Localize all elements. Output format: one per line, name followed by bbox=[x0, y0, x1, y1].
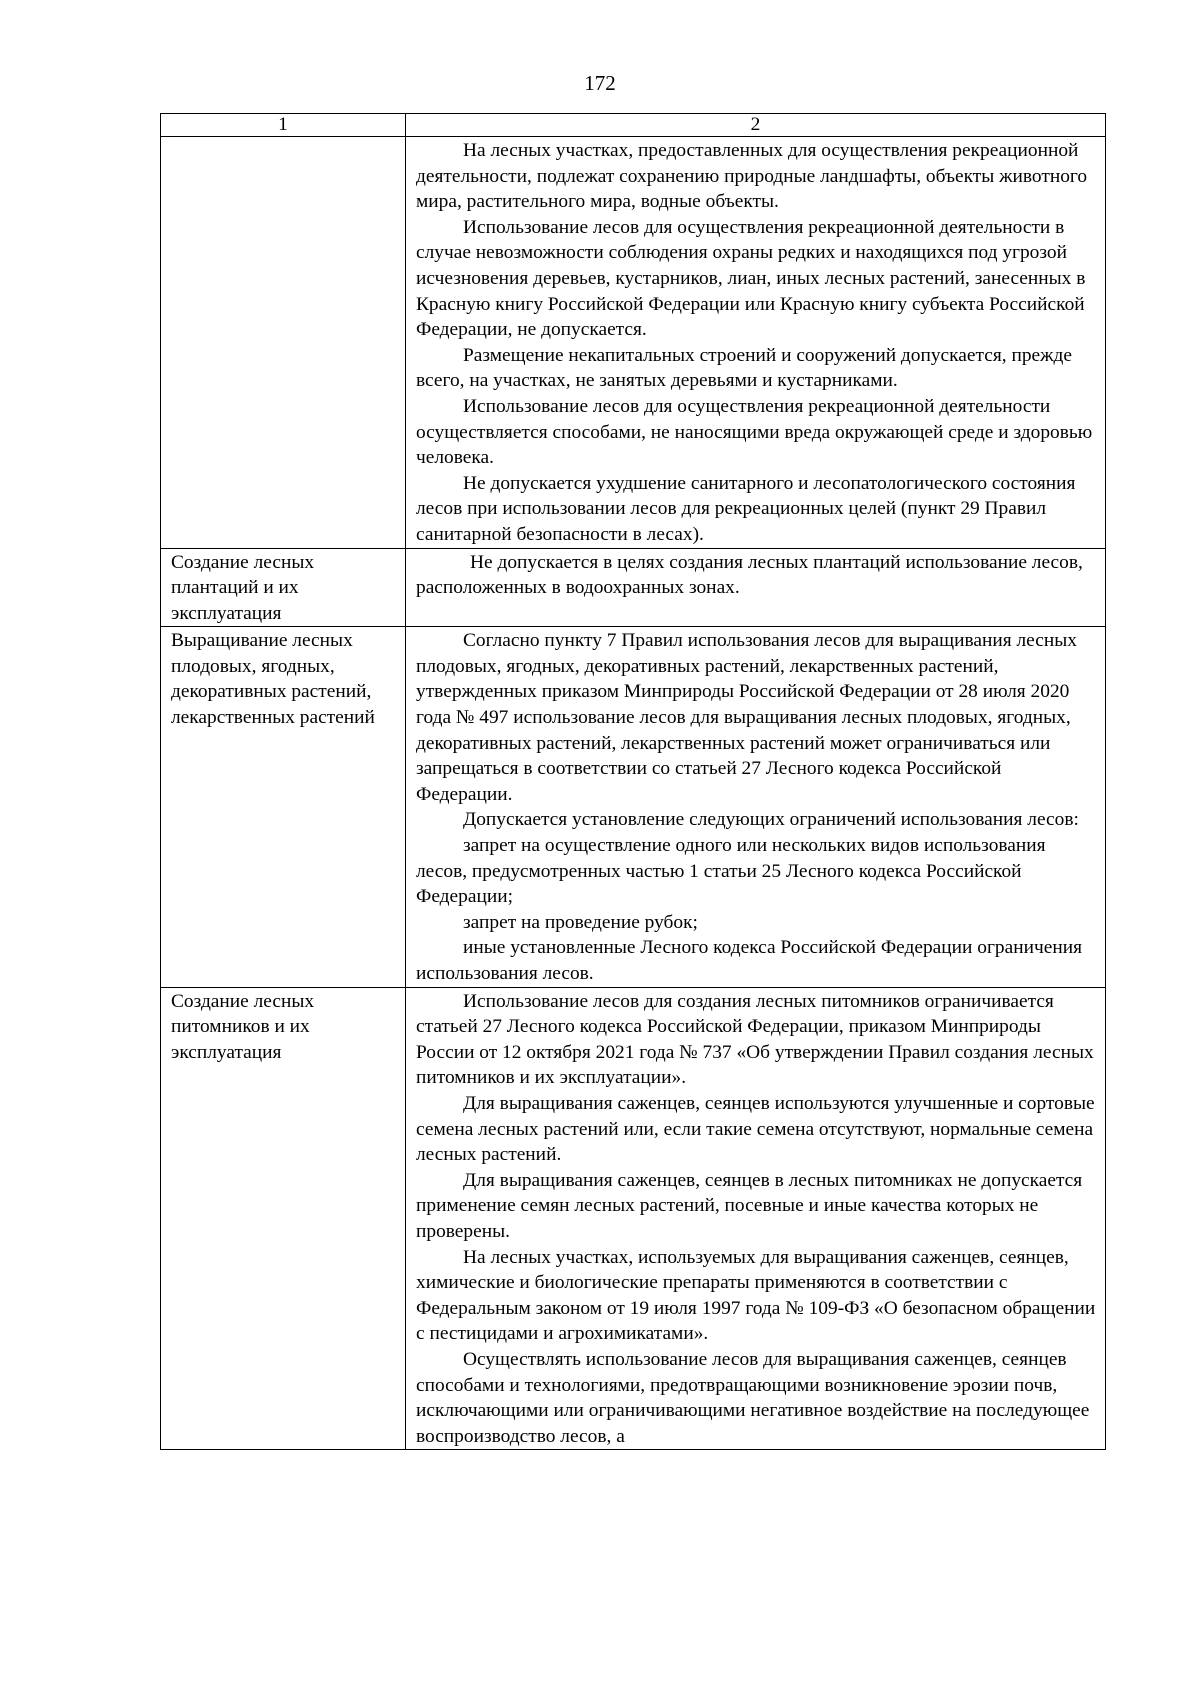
paragraph: Использование лесов для осуществления рекреационной деятельности в случае невозможности соблюдения охраны редких и находящихся под угрозой исчезновения деревьев, кустарников, лиан, иных лесных растений, занесенных в Красную книгу Российской Федерации или Красную книгу субъекта Российской Федерации, не допускается. bbox=[416, 216, 1086, 341]
table-row-nurseries bbox=[161, 987, 1106, 1450]
paragraph: иные установленные Лесного кодекса Российской Федерации ограничения использования лесов. bbox=[416, 937, 1082, 984]
activity-cell bbox=[161, 548, 406, 627]
paragraph: Осуществлять использование лесов для выращивания саженцев, сеянцев способами и технологиями, предотвращающими возникновение эрозии почв, исключающими или ограничивающими негативное воздействие на последующее воспроизводство лесов, а bbox=[416, 1348, 1090, 1447]
paragraph: Не допускается ухудшение санитарного и лесопатологического состояния лесов при использовании лесов для рекреационных целей (пункт 29 Правил санитарной безопасности в лесах). bbox=[416, 472, 1076, 545]
column-header-1: 1 bbox=[161, 114, 406, 137]
paragraph: Для выращивания саженцев, сеянцев используются улучшенные и сортовые семена лесных растений или, если такие семена отсутствуют, нормальные семена лесных растений. bbox=[416, 1092, 1095, 1166]
paragraph: Для выращивания саженцев, сеянцев в лесных питомниках не допускается применение семян лесных растений, посевные и иные качества которых не проверены. bbox=[416, 1169, 1083, 1242]
table-header-row bbox=[161, 114, 1106, 137]
paragraph: запрет на проведение рубок; bbox=[463, 911, 698, 933]
paragraph: Использование лесов для создания лесных питомников ограничивается статьей 27 Лесного кодекса Российской Федерации, приказом Минприроды России от 12 октября 2021 года № 737 «Об утверждении Правил создания лесных питомников и их эксплуатации». bbox=[416, 990, 1094, 1089]
page-number: 172 bbox=[584, 71, 616, 95]
paragraph: запрет на осуществление одного или нескольких видов использования лесов, предусмотренных частью 1 статьи 25 Лесного кодекса Российской Федерации; bbox=[416, 835, 1046, 908]
paragraph: Согласно пункту 7 Правил использования лесов для выращивания лесных плодовых, ягодных, декоративных растений, лекарственных растений, утвержденных приказом Минприроды Российской Федерации от 28 июля 2020 года № 497 использование лесов для выращивания лесных плодовых, ягодных, декоративных растений, лекарственных растений может ограничиваться или запрещаться в соответствии со статьей 27 Лесного кодекса Российской Федерации. bbox=[416, 630, 1077, 805]
table-row-recreation bbox=[161, 137, 1106, 549]
activity-name: Выращивание лесных плодовых, ягодных, декоративных растений, лекарственных растений bbox=[171, 630, 375, 729]
activity-cell bbox=[161, 137, 406, 549]
restrictions-cell bbox=[406, 627, 1106, 987]
activity-cell bbox=[161, 987, 406, 1450]
restrictions-table bbox=[160, 113, 1106, 1450]
activity-name: Создание лесных плантаций и их эксплуатация bbox=[171, 551, 315, 624]
column-header-2: 2 bbox=[406, 114, 1106, 137]
paragraph: Использование лесов для осуществления рекреационной деятельности осуществляется способами, не наносящими вреда окружающей среде и здоровью человека. bbox=[416, 395, 1093, 469]
activity-name: Создание лесных питомников и их эксплуатация bbox=[171, 990, 315, 1063]
restrictions-cell bbox=[406, 987, 1106, 1450]
paragraph: На лесных участках, используемых для выращивания саженцев, сеянцев, химические и биологические препараты применяются в соответствии с Федеральным законом от 19 июля 1997 года № 109-ФЗ «О безопасном обращении с пестицидами и агрохимикатами». bbox=[416, 1246, 1096, 1345]
paragraph: На лесных участках, предоставленных для осуществления рекреационной деятельности, подлежат сохранению природные ландшафты, объекты животного мира, растительного мира, водные объекты. bbox=[416, 140, 1088, 213]
paragraph: Допускается установление следующих ограничений использования лесов: bbox=[463, 809, 1079, 831]
restrictions-cell bbox=[406, 548, 1106, 627]
table-row-plantations bbox=[161, 548, 1106, 627]
paragraph: Размещение некапитальных строений и сооружений допускается, прежде всего, на участках, не занятых деревьями и кустарниками. bbox=[416, 344, 1072, 392]
table-row-plant-growing bbox=[161, 627, 1106, 987]
paragraph: Не допускается в целях создания лесных плантаций использование лесов, расположенных в водоохранных зонах. bbox=[416, 551, 1083, 599]
activity-cell bbox=[161, 627, 406, 987]
restrictions-cell bbox=[406, 137, 1106, 549]
